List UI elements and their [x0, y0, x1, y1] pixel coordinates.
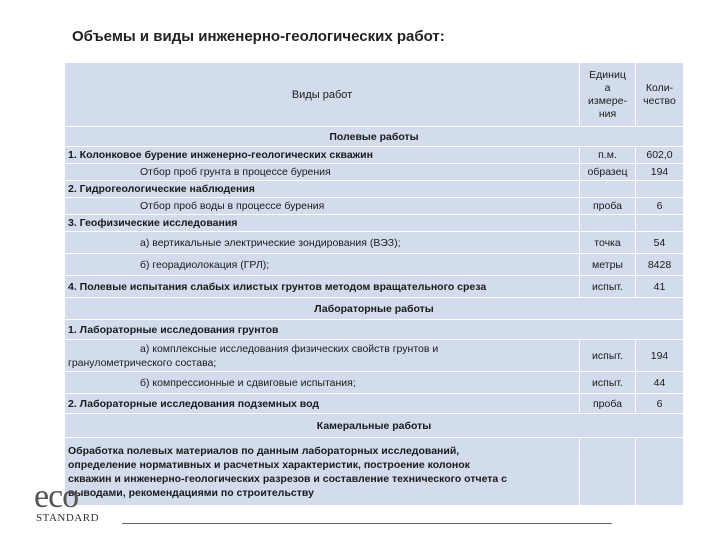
row-qty: 194 [636, 164, 684, 181]
row-name-line: выводами, рекомендациями по строительству [68, 486, 314, 499]
table-row [65, 320, 684, 340]
table-row [65, 232, 684, 254]
row-name [65, 438, 580, 506]
section-office: Камеральные работы [65, 414, 684, 438]
row-qty: 194 [636, 340, 684, 372]
row-name: б) георадиолокация (ГРЛ); [65, 254, 580, 276]
row-name [65, 340, 580, 372]
row-name: 3. Геофизические исследования [65, 215, 580, 232]
row-unit: проба [580, 394, 636, 414]
row-qty: 8428 [636, 254, 684, 276]
table-row [65, 340, 684, 372]
table-row [65, 438, 684, 506]
row-name-line: скважин и инженерно-геологических разрезов и составление технического отчета с [68, 472, 508, 485]
header-works: Виды работ [65, 63, 580, 127]
row-unit: испыт. [580, 340, 636, 372]
row-unit: п.м. [580, 147, 636, 164]
row-qty [636, 215, 684, 232]
row-unit: образец [580, 164, 636, 181]
footer-divider [122, 523, 612, 524]
row-unit: испыт. [580, 372, 636, 394]
row-qty [636, 438, 684, 506]
row-unit: метры [580, 254, 636, 276]
table-row [65, 147, 684, 164]
row-name: 1. Колонковое бурение инженерно-геологических скважин [65, 147, 580, 164]
table-row [65, 254, 684, 276]
works-table [64, 62, 684, 506]
table-row [65, 164, 684, 181]
row-qty: 44 [636, 372, 684, 394]
header-unit-line: ния [598, 107, 617, 120]
section-row [65, 298, 684, 320]
header-qty-line: чество [643, 94, 676, 107]
table-row [65, 181, 684, 198]
row-name: а) вертикальные электрические зондирования (ВЭЗ); [65, 232, 580, 254]
row-qty: 602,0 [636, 147, 684, 164]
row-name-line: гранулометрического состава; [68, 356, 217, 369]
company-logo [34, 478, 114, 526]
header-unit-line: а [604, 81, 611, 94]
header-unit [580, 63, 636, 127]
table-row [65, 215, 684, 232]
logo-mark: eco [34, 478, 79, 515]
row-unit [580, 215, 636, 232]
row-qty [636, 181, 684, 198]
table-row [65, 394, 684, 414]
header-unit-line: измере- [588, 94, 627, 107]
row-qty: 41 [636, 276, 684, 298]
row-name-line: определение нормативных и расчетных характеристик, построение колонок [68, 458, 470, 471]
row-name: 4. Полевые испытания слабых илистых грунтов методом вращательного среза [65, 276, 580, 298]
row-unit: испыт. [580, 276, 636, 298]
row-name: 2. Гидрогеологические наблюдения [65, 181, 580, 198]
row-unit [580, 438, 636, 506]
logo-text: STANDARD [36, 512, 100, 524]
section-row [65, 127, 684, 147]
section-row [65, 414, 684, 438]
row-name: 2. Лабораторные исследования подземных вод [65, 394, 580, 414]
header-qty [636, 63, 684, 127]
row-name: 1. Лабораторные исследования грунтов [65, 320, 684, 340]
row-name: б) компрессионные и сдвиговые испытания; [65, 372, 580, 394]
row-qty: 6 [636, 198, 684, 215]
row-name-line: Обработка полевых материалов по данным лабораторных исследований, [68, 444, 460, 457]
table-header-row [65, 63, 684, 127]
header-qty-line: Коли- [645, 81, 674, 94]
row-unit: точка [580, 232, 636, 254]
row-unit: проба [580, 198, 636, 215]
page-title: Объемы и виды инженерно-геологических работ: [72, 28, 445, 45]
row-name: Отбор проб воды в процессе бурения [65, 198, 580, 215]
row-qty: 6 [636, 394, 684, 414]
row-qty: 54 [636, 232, 684, 254]
row-name-line: а) комплексные исследования физических свойств грунтов и [140, 342, 439, 355]
row-unit [580, 181, 636, 198]
row-name: Отбор проб грунта в процессе бурения [65, 164, 580, 181]
table-row [65, 276, 684, 298]
table-row [65, 372, 684, 394]
header-unit-line: Единиц [589, 68, 626, 81]
table-row [65, 198, 684, 215]
section-lab: Лабораторные работы [65, 298, 684, 320]
section-field: Полевые работы [65, 127, 684, 147]
